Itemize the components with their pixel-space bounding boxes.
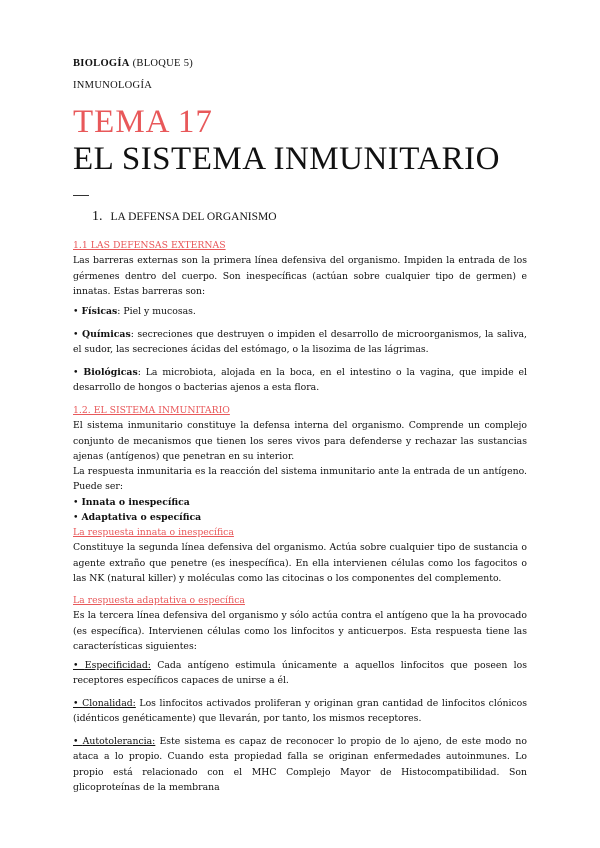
paragraph: Las barreras externas son la primera línea defensiva del organismo. Impiden la entrada de los gérmenes dentro del cuerpo. Son inespecíficas (actúan sobre cualquier tipo de germen) e innatas. Estas barreras son: xyxy=(73,255,527,297)
list-item xyxy=(73,510,527,525)
item-label: Biológicas xyxy=(83,367,138,378)
paragraph: Constituye la segunda línea defensiva del organismo. Actúa sobre cualquier tipo de sustancia o agente extraño que penetre (es inespecífica). En ella intervienen células como los fagocitos o las NK (natural killer) y moléculas como las citocinas o los componentes del complemento. xyxy=(73,542,527,584)
section-title: LA DEFENSA DEL ORGANISMO xyxy=(110,211,277,223)
bullet-glyph: • xyxy=(73,367,79,378)
section-number: 1. xyxy=(92,209,103,224)
subsection-heading: 1.1 LAS DEFENSAS EXTERNAS xyxy=(73,240,226,251)
subsection-immune-system xyxy=(73,403,527,525)
item-label xyxy=(73,698,136,709)
bullet-glyph: • xyxy=(73,496,79,508)
tema-label: TEMA 17 xyxy=(73,104,213,140)
bullet-glyph: • xyxy=(73,736,79,747)
bullet-glyph: • xyxy=(73,306,79,317)
section-heading xyxy=(92,209,277,225)
list-item xyxy=(73,327,527,358)
list-item xyxy=(73,734,527,795)
item-text: : secreciones que destruyen o impiden el desarrollo de microorganismos, la saliva, el sudor, las secreciones ácidas del estómago, o la lisozima de las lágrimas. xyxy=(73,329,528,356)
subsection-heading: 1.2. EL SISTEMA INMUNITARIO xyxy=(73,405,230,416)
item-label: Físicas xyxy=(81,306,118,317)
item-label: Adaptativa o específica xyxy=(81,512,202,524)
list-item xyxy=(73,365,527,396)
title-divider xyxy=(73,195,89,196)
subject-block: (BLOQUE 5) xyxy=(129,58,194,69)
paragraph: Es la tercera línea defensiva del organismo y sólo actúa contra el antígeno que la ha provocado (es específica). Intervienen células como los linfocitos y anticuerpos. Esta respuesta tiene las características siguientes: xyxy=(73,610,527,652)
subsection-external-defenses xyxy=(73,238,527,299)
item-text: Los linfocitos activados proliferan y originan gran cantidad de linfocitos clónicos (idénticos genéticamente) que llevarán, por tanto, los mismos receptores. xyxy=(73,698,527,725)
item-label xyxy=(73,736,155,747)
adaptive-heading: La respuesta adaptativa o específica xyxy=(73,595,245,606)
page-title: EL SISTEMA INMUNITARIO xyxy=(73,141,500,177)
list-item xyxy=(73,696,527,727)
label-text: Clonalidad: xyxy=(82,698,136,709)
subject-name: BIOLOGÍA xyxy=(73,58,130,69)
bullet-glyph: • xyxy=(73,660,79,671)
label-text: Autotolerancia: xyxy=(82,736,156,747)
paragraph: La respuesta inmunitaria es la reacción del sistema inmunitario ante la entrada de un antígeno. Puede ser: xyxy=(73,466,527,493)
innate-response xyxy=(73,525,527,586)
paragraph: El sistema inmunitario constituye la defensa interna del organismo. Comprende un complejo conjunto de mecanismos que tienen los seres vivos para defenderse y rechazar las sustancias ajenas (antígenos) que penetran en su interior. xyxy=(73,420,527,462)
list-item xyxy=(73,495,527,510)
item-text: : La microbiota, alojada en la boca, en el intestino o la vagina, que impide el desarrollo de hongos o bacterias ajenos a esta flora. xyxy=(73,367,527,394)
item-text: : Piel y mucosas. xyxy=(117,306,196,317)
bullet-glyph: • xyxy=(73,698,79,709)
item-label: Químicas xyxy=(82,329,131,340)
item-label: Innata o inespecífica xyxy=(81,496,190,508)
bullet-glyph: • xyxy=(73,512,79,524)
subject-header xyxy=(73,58,193,69)
innate-heading: La respuesta innata o inespecífica xyxy=(73,527,234,538)
bullet-glyph: • xyxy=(73,329,79,340)
list-item xyxy=(73,304,527,319)
label-text: Especificidad: xyxy=(84,660,151,671)
adaptive-response xyxy=(73,593,527,654)
subject-subtitle: INMUNOLOGÍA xyxy=(73,80,153,91)
item-text: Este sistema es capaz de reconocer lo propio de lo ajeno, de este modo no ataca a lo propio. Cuando esta propiedad falla se originan enfermedades autoinmunes. Lo propio está relacionado con el MHC Complejo Mayor de Histocompatibilidad. Son glicoproteínas de la membrana xyxy=(73,736,527,793)
list-item xyxy=(73,658,527,689)
item-text: Cada antígeno estimula únicamente a aquellos linfocitos que poseen los receptores específicos capaces de unirse a él. xyxy=(73,660,527,687)
item-label xyxy=(73,660,151,671)
